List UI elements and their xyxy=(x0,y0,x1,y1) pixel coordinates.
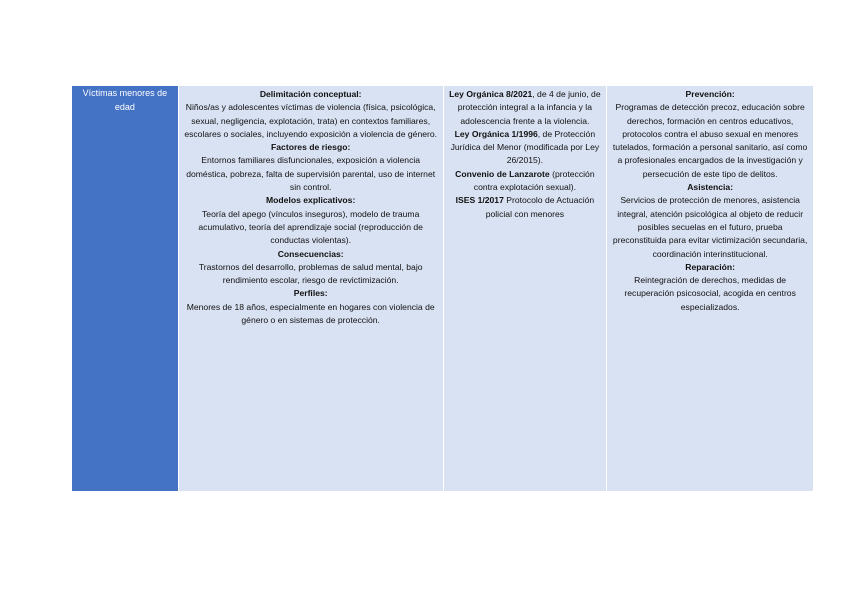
law-text: (protección contra explotación sexual). xyxy=(473,168,595,193)
legal-cell xyxy=(444,86,607,491)
row-header-cell xyxy=(72,86,178,491)
conceptual-block xyxy=(183,88,439,141)
law-title: Convenio de Lanzarote xyxy=(455,168,550,179)
consequences-text: Trastornos del desarrollo, problemas de salud mental, bajo rendimiento escolar, riesgo de revictimización. xyxy=(198,261,423,286)
assistance-heading: Asistencia: xyxy=(687,182,734,193)
law-title: Ley Orgánica 8/2021 xyxy=(449,89,533,99)
law-title: Ley Orgánica 1/1996 xyxy=(454,128,538,139)
row-header-label: Víctimas menores de edad xyxy=(82,88,168,112)
conceptual-heading: Delimitación conceptual: xyxy=(259,89,362,99)
profiles-text: Menores de 18 años, especialmente en hogares con violencia de género o en sistemas de protección. xyxy=(186,301,435,326)
prevention-text: Programas de detección precoz, educación sobre derechos, formación en centros educativos, protocolos contra el abuso sexual en menores tutelados, formación a personal sanitario, así como a profesionales encargados de la investigación y persecución de este tipo de delitos. xyxy=(612,102,808,179)
models-block xyxy=(183,194,439,247)
prevention-heading: Prevención: xyxy=(685,89,735,99)
consequences-heading: Consecuencias: xyxy=(277,248,344,259)
profiles-block xyxy=(183,287,439,327)
models-heading: Modelos explicativos: xyxy=(266,195,356,206)
legal-item xyxy=(448,88,603,128)
reparation-heading: Reparación: xyxy=(685,261,735,272)
models-text: Teoría del apego (vínculos inseguros), modelo de trauma acumulativo, teoría del aprendizaje social (reproducción de conductas violentas). xyxy=(198,208,423,246)
victims-table xyxy=(72,86,813,491)
profiles-heading: Perfiles: xyxy=(293,288,328,299)
legal-item xyxy=(448,128,603,168)
consequences-block xyxy=(183,248,439,288)
conceptual-text: Niños/as y adolescentes víctimas de violencia (física, psicológica, sexual, negligencia, explotación, trata) en contextos familiares, escolares o sociales, incluyendo exposición a violencia de género. xyxy=(184,102,438,139)
law-title: ISES 1/2017 xyxy=(455,195,504,206)
risk-factors-heading: Factores de riesgo: xyxy=(271,142,351,153)
assistance-block xyxy=(611,181,809,261)
prevention-block xyxy=(611,88,809,181)
risk-factors-text: Entornos familiares disfuncionales, exposición a violencia doméstica, pobreza, falta de supervisión parental, uso de internet sin control. xyxy=(186,155,436,193)
law-text: , de Protección Jurídica del Menor (modificada por Ley 26/2015). xyxy=(450,128,600,166)
reparation-block xyxy=(611,261,809,314)
assistance-text: Servicios de protección de menores, asistencia integral, atención psicológica al objeto de reducir posibles secuelas en el futuro, prueba preconstituida para evitar victimización secundaria, coordinación interinstitucional. xyxy=(612,195,808,259)
reparation-text: Reintegración de derechos, medidas de recuperación psicosocial, acogida en centros especializados. xyxy=(624,275,796,312)
risk-factors-block xyxy=(183,141,439,194)
legal-item xyxy=(448,168,603,195)
intervention-cell xyxy=(607,86,813,491)
legal-item xyxy=(448,194,603,221)
conceptual-cell xyxy=(179,86,443,491)
law-text: , de 4 de junio, de protección integral a la infancia y la adolescencia frente a la violencia. xyxy=(457,89,601,126)
law-text: Protocolo de Actuación policial con menores xyxy=(485,195,595,219)
